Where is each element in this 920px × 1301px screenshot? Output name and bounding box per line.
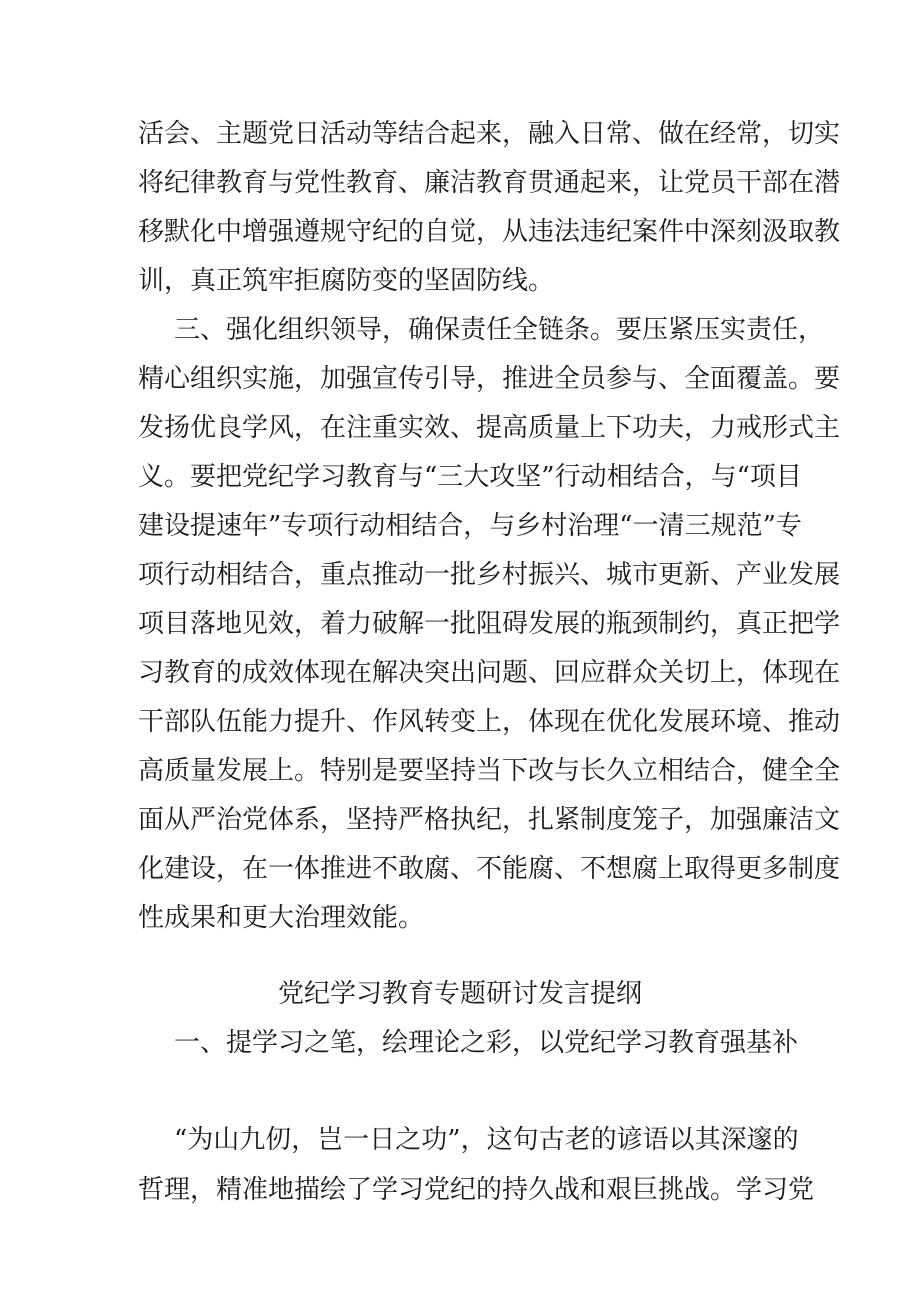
- section-heading-line: 三、强化组织领导，确保责任全链条。要压紧压实责任，: [174, 315, 825, 345]
- section-heading-line: 一、提学习之笔，绘理论之彩，以党纪学习教育强基补: [174, 1028, 799, 1058]
- body-line: 精心组织实施，加强宣传引导，推进全员参与、全面覆盖。要: [138, 364, 841, 394]
- body-line: 项目落地见效，着力破解一批阻碍发展的瓶颈制约，真正把学: [138, 609, 841, 639]
- document-title: 党纪学习教育专题研讨发言提纲: [277, 979, 642, 1009]
- body-line: 项行动相结合，重点推动一批乡村振兴、城市更新、产业发展: [138, 560, 841, 590]
- body-line: 将纪律教育与党性教育、廉洁教育贯通起来，让党员干部在潜: [138, 168, 841, 198]
- body-line: 训，真正筑牢拒腐防变的坚固防线。: [138, 266, 555, 296]
- body-line: 建设提速年”专项行动相结合，与乡村治理“一清三规范”专: [138, 511, 802, 541]
- body-line: 性成果和更大治理效能。: [138, 903, 425, 933]
- body-line: 高质量发展上。特别是要坚持当下改与长久立相结合，健全全: [138, 756, 841, 786]
- body-line: 面从严治党体系，坚持严格执纪，扎紧制度笼子，加强廉洁文: [138, 805, 841, 835]
- body-line: “为山九仞，岂一日之功”，这句古老的谚语以其深邃的: [174, 1125, 799, 1155]
- body-line: 哲理，精准地描绘了学习党纪的持久战和艰巨挑战。学习党: [138, 1175, 815, 1205]
- body-line: 习教育的成效体现在解决突出问题、回应群众关切上，体现在: [138, 658, 841, 688]
- body-line: 移默化中增强遵规守纪的自觉，从违法违纪案件中深刻汲取教: [138, 217, 841, 247]
- body-line: 干部队伍能力提升、作风转变上，体现在优化发展环境、推动: [138, 707, 841, 737]
- body-line: 义。要把党纪学习教育与“三大攻坚”行动相结合，与“项目: [138, 462, 802, 492]
- body-line: 活会、主题党日活动等结合起来，融入日常、做在经常，切实: [138, 119, 841, 149]
- body-line: 发扬优良学风，在注重实效、提高质量上下功夫，力戒形式主: [138, 413, 841, 443]
- body-line: 化建设，在一体推进不敢腐、不能腐、不想腐上取得更多制度: [138, 854, 841, 884]
